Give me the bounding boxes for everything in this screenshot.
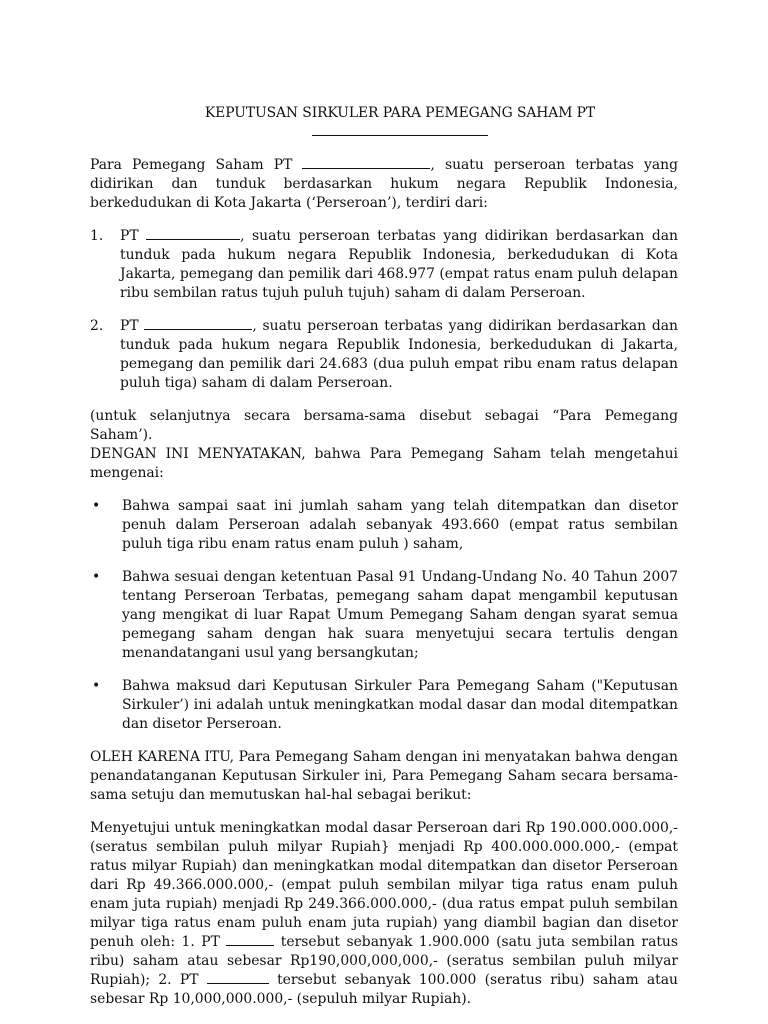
consideration-text: Bahwa sampai saat ini jumlah saham yang telah ditempatkan dan disetor penuh dalam Perseroan adalah sebanyak 493.660 (empat ratus sembilan puluh tiga ribu enam ratus enam puluh ) saham, [122, 498, 678, 552]
intro-text-start: Para Pemegang Saham PT [90, 157, 293, 173]
resolution-paragraph [90, 819, 678, 1009]
company-prefix: PT [120, 318, 139, 334]
shareholder-text [120, 227, 678, 303]
collective-definition: (untuk selanjutnya secara bersama-sama disebut sebagai “Para Pemegang Saham’). [90, 408, 678, 443]
shareholder-text [120, 317, 678, 393]
consideration-text: Bahwa sesuai dengan ketentuan Pasal 91 Undang-Undang No. 40 Tahun 2007 tentang Perseroan Terbatas, pemegang saham dapat mengambil keputusan yang mengikat di luar Rapat Umum Pemegang Saham dengan syarat semua pemegang saham dengan hak suara menyetujui secara tertulis dengan menandatangani usul yang bersangkutan; [122, 569, 678, 661]
shareholder-description: , suatu perseroan terbatas yang didirikan berdasarkan dan tunduk pada hukum negara Republik Indonesia, berkedudukan di Kota Jakarta, pemegang dan pemilik dari 468.977 (empat ratus enam puluh delapan ribu sembilan ratus tujuh puluh tujuh) saham di dalam Perseroan. [120, 228, 678, 301]
list-number: 1. [90, 228, 104, 244]
therefore-paragraph: OLEH KARENA ITU, Para Pemegang Saham dengan ini menyatakan bahwa dengan penandatanganan Keputusan Sirkuler ini, Para Pemegang Saham secara bersama-sama setuju dan memutuskan hal-hal sebagai berikut: [90, 749, 678, 803]
company-2-blank [207, 971, 269, 984]
consideration-item-3 [90, 677, 678, 734]
consideration-item-1 [90, 497, 678, 554]
list-number: 2. [90, 318, 104, 334]
resolution-text-1: Menyetujui untuk meningkatkan modal dasar Perseroan dari Rp 190.000.000.000,- (seratus sembilan puluh milyar Rupiah} menjadi Rp 400.000.000.000,- (empat ratus milyar Rupiah) dan meningkatkan modal ditempatkan dan disetor Perseroan dari Rp 49.366.000.000,- (empat puluh sembilan milyar tiga ratus enam puluh enam juta rupiah) menjadi Rp 249.366.000.000,- (dua ratus empat puluh sembilan milyar tiga ratus enam puluh enam juta rupiah) yang diambil bagian dan disetor penuh oleh: 1. PT [90, 820, 678, 950]
intro-paragraph [90, 156, 678, 213]
company-name-blank [146, 227, 240, 240]
intro-company-blank [302, 156, 430, 169]
company-prefix: PT [120, 228, 139, 244]
resolution-text-2: tersebut sebanyak 1.900.000 (satu juta sembilan ratus ribu) saham atau sebesar Rp190,000,000,000,- (seratus sembilan puluh milyar Rupiah); 2. PT [90, 934, 679, 988]
bullet-icon: • [92, 498, 101, 514]
resolution-text-3: tersebut sebanyak 100.000 (seratus ribu) saham atau sebesar Rp 10,000,000.000,- (sepuluh milyar Rupiah). [90, 972, 678, 1007]
shareholder-description: , suatu perseroan terbatas yang didirikan berdasarkan dan tunduk pada hukum negara Republik Indonesia, berkedudukan di Jakarta, pemegang dan pemilik dari 24.683 (dua puluh empat ribu enam ratus delapan puluh tiga) saham di dalam Perseroan. [120, 318, 678, 391]
declaration-heading: DENGAN INI MENYATAKAN, bahwa Para Pemegang Saham telah mengetahui mengenai: [90, 446, 678, 481]
intro-text-end: , suatu perseroan terbatas yang didirikan dan tunduk berdasarkan hukum negara Republik Indonesia, berkedudukan di Kota Jakarta (‘Perseroan’), terdiri dari: [90, 157, 678, 211]
document-title [90, 104, 678, 142]
title-blank-line [312, 123, 488, 136]
company-name-blank [144, 317, 252, 330]
shareholder-item-1 [90, 227, 678, 303]
shareholder-item-2 [90, 317, 678, 393]
consideration-item-2 [90, 568, 678, 663]
company-1-blank [226, 933, 274, 946]
bullet-icon: • [92, 569, 101, 585]
document-body [90, 104, 678, 1023]
title-text: KEPUTUSAN SIRKULER PARA PEMEGANG SAHAM PT [204, 105, 596, 121]
bullet-icon: • [92, 678, 101, 694]
consideration-text: Bahwa maksud dari Keputusan Sirkuler Para Pemegang Saham ("Keputusan Sirkuler’) ini adalah untuk meningkatkan modal dasar dan modal ditempatkan dan disetor Perseroan. [122, 678, 678, 732]
